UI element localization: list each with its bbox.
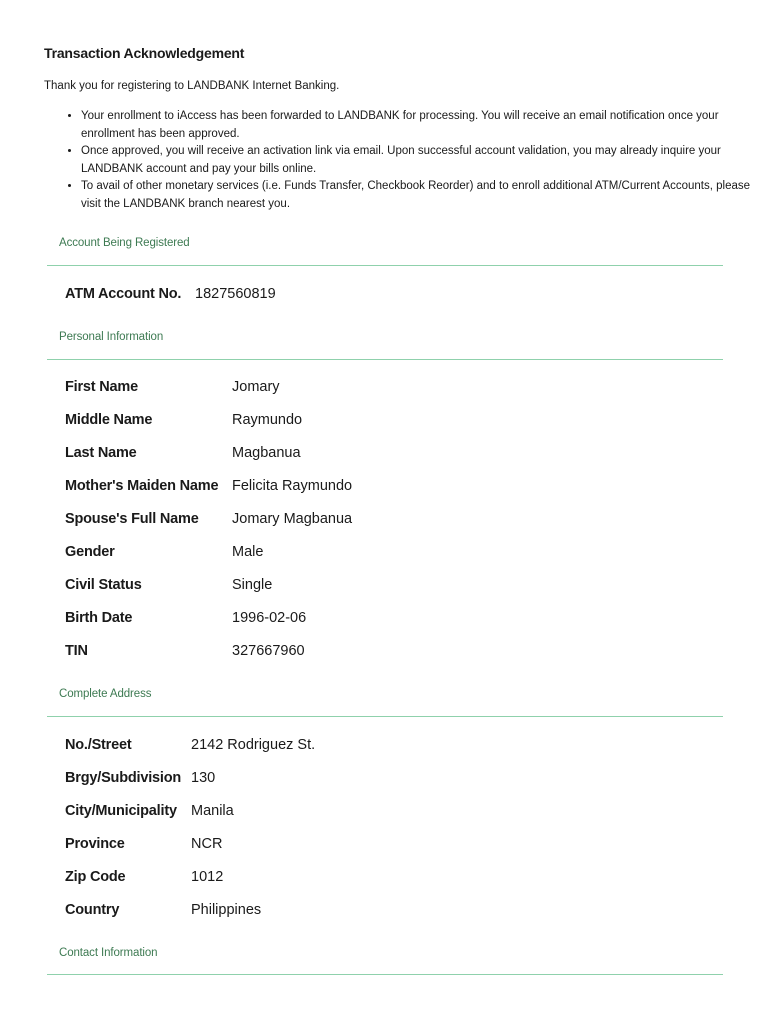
row-value: Philippines (191, 902, 262, 918)
row-value: NCR (191, 836, 223, 852)
row-label: Spouse's Full Name (65, 511, 199, 527)
row-label: Country (65, 902, 120, 918)
contact-section-divider (47, 974, 723, 975)
row-value: Magbanua (232, 445, 301, 461)
info-bullet: • Once approved, you will receive an activation link via email. Upon successful account validation, you may already inquire your LANDBANK account and pay your bills online. (81, 143, 768, 178)
intro-text: Thank you for registering to LANDBANK Internet Banking. (44, 80, 340, 92)
row-value: Jomary Magbanua (232, 511, 353, 527)
row-value: Jomary (232, 379, 280, 395)
row-label: Birth Date (65, 610, 133, 626)
row-label: Brgy/Subdivision (65, 770, 182, 786)
address-section-heading: Complete Address (59, 688, 152, 700)
account-label: ATM Account No. (65, 286, 182, 302)
personal-section-heading: Personal Information (59, 331, 164, 343)
account-value: 1827560819 (195, 286, 276, 302)
address-section-divider (47, 716, 723, 717)
page-title: Transaction Acknowledgement (44, 45, 245, 61)
row-label: Gender (65, 544, 115, 560)
row-value: 2142 Rodriguez St. (191, 737, 316, 753)
account-section-divider (47, 265, 723, 266)
row-value: 1996-02-06 (232, 610, 307, 626)
info-bullet: • To avail of other monetary services (i.e. Funds Transfer, Checkbook Reorder) and to enroll additional ATM/Current Accounts, please visit the LANDBANK branch nearest you. (81, 178, 768, 213)
row-label: Civil Status (65, 577, 142, 593)
row-value: Male (232, 544, 264, 560)
row-label: Middle Name (65, 412, 153, 428)
info-bullet-list (44, 108, 768, 213)
account-section-heading: Account Being Registered (59, 237, 190, 249)
row-label: Province (65, 836, 125, 852)
contact-section-heading: Contact Information (59, 947, 158, 959)
row-value: 130 (191, 770, 216, 786)
row-value: Felicita Raymundo (232, 478, 353, 494)
row-value: 1012 (191, 869, 224, 885)
row-label: Mother's Maiden Name (65, 478, 219, 494)
row-value: Single (232, 577, 273, 593)
row-label: TIN (65, 643, 88, 659)
row-label: Zip Code (65, 869, 126, 885)
row-value: Raymundo (232, 412, 303, 428)
row-label: City/Municipality (65, 803, 177, 819)
info-bullet: • Your enrollment to iAccess has been forwarded to LANDBANK for processing. You will receive an email notification once your enrollment has been approved. (81, 108, 768, 143)
row-value: 327667960 (232, 643, 305, 659)
row-label: First Name (65, 379, 138, 395)
row-label: No./Street (65, 737, 132, 753)
row-label: Last Name (65, 445, 137, 461)
personal-section-divider (47, 359, 723, 360)
row-value: Manila (191, 803, 234, 819)
